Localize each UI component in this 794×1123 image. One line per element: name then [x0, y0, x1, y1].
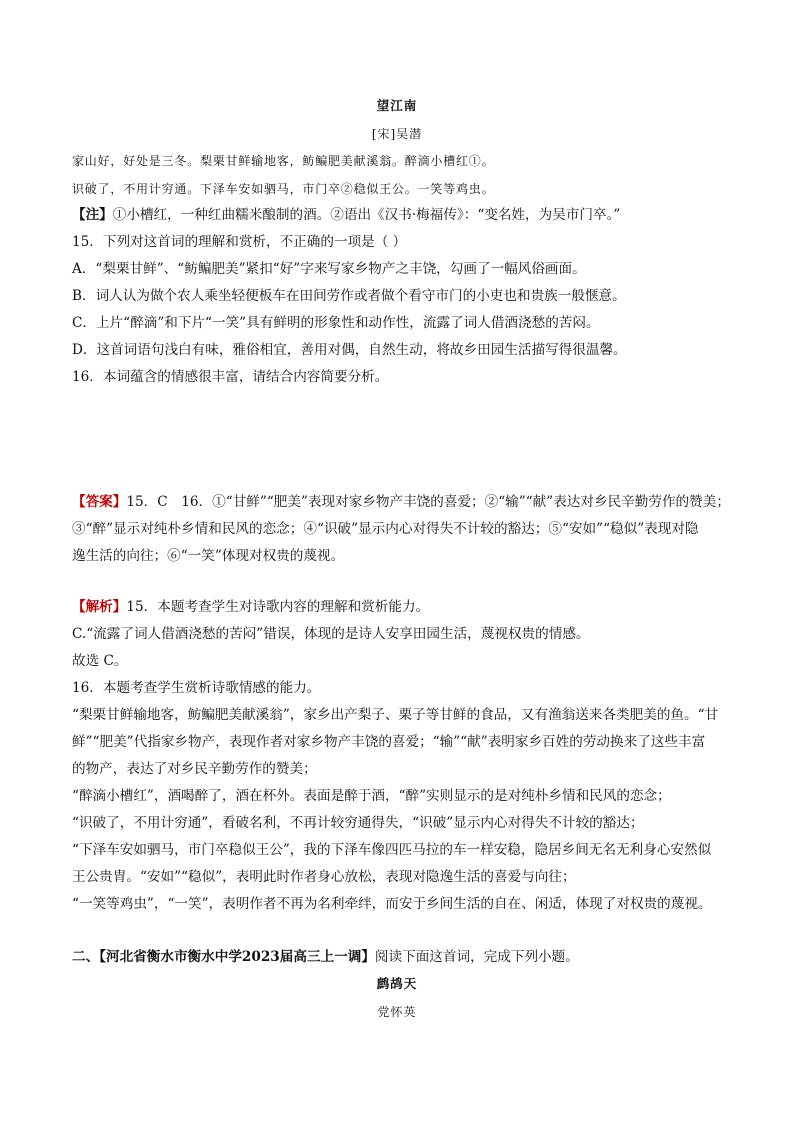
- option-a: A．“梨栗甘鲜”、“鲂鳊肥美”紧扣“好”字来写家乡物产之丰饶，勾画了一幅风俗画面。: [72, 261, 586, 277]
- poem-line: 家山好，好处是三冬。梨栗甘鲜输地客，鲂鳊肥美献溪翁。醉滴小槽红①。: [72, 154, 495, 168]
- section-source: 【河北省衡水市衡水中学2023届高三上一调】: [99, 949, 375, 965]
- section-number: 二、: [72, 949, 100, 965]
- analysis-line: “一笑等鸡虫”，“一笑”，表明作者不再为名利牵绊，而安于乡间生活的自在、闲适，体现了对权贵的蔑视。: [72, 896, 712, 912]
- analysis-line: 王公贵胄。“安如”“稳似”，表明此时作者身心放松，表现对隐逸生活的喜爱与向往；: [72, 869, 576, 885]
- section-instruction: 阅读下面这首词，完成下列小题。: [374, 949, 579, 965]
- question-15-stem: 15．下列对这首词的理解和赏析，不正确的一项是（ ）: [72, 234, 407, 250]
- analysis-line: [72, 597, 429, 617]
- analysis-line: C.“流露了词人借酒浇愁的苦闷”错误，体现的是诗人安享田园生活，蔑视权贵的情感。: [72, 626, 590, 642]
- analysis-label: 【解析】: [72, 599, 127, 615]
- poem-title: 望江南: [376, 98, 418, 113]
- answer-text: 15．C 16．①“甘鲜”“肥美”表现对家乡物产丰饶的喜爱；②“输”“献”表达对乡民辛勤劳作的赞美；: [126, 494, 730, 510]
- poem-author: 党怀英: [377, 1005, 417, 1019]
- answer-label: 【答案】: [72, 494, 127, 510]
- analysis-line: “识破了，不用计穷通”，看破名利，不再计较穷通得失，“识破”显示内心对得失不计较的豁达；: [72, 815, 644, 831]
- answer-line: 逸生活的向往；⑥“一笑”体现对权贵的蔑视。: [72, 548, 345, 564]
- analysis-text: 15．本题考查学生对诗歌内容的理解和赏析能力。: [126, 599, 430, 615]
- analysis-line: “醉滴小槽红”，酒喝醉了，酒在杯外。表面是醉于酒，“醉”实则显示的是对纯朴乡情和民风的恋念；: [72, 788, 671, 804]
- section-2-heading: [72, 947, 579, 967]
- answer-line: [72, 492, 730, 512]
- poem-line: 识破了，不用计穷通。下泽车安如驷马，市门卒②稳似王公。一笑等鸡虫。: [72, 182, 495, 196]
- analysis-line: 的物产，表达了对乡民辛勤劳作的赞美；: [72, 761, 317, 777]
- note-label: 【注】: [72, 207, 113, 223]
- analysis-line: “下泽车安如驷马，市门卒稳似王公”，我的下泽车像四匹马拉的车一样安稳，隐居乡间无名无利身心安然似: [72, 842, 712, 858]
- option-c: C．上片“醉滴”和下片“一笑”具有鲜明的形象性和动作性，流露了词人借酒浇愁的苦闷。: [72, 315, 600, 331]
- analysis-line: 鲜”“肥美”代指家乡物产，表现作者对家乡物产丰饶的喜爱；“输”“献”表明家乡百姓的劳动换来了这些丰富: [72, 734, 706, 750]
- analysis-line: “梨栗甘鲜输地客，鲂鳊肥美献溪翁”，家乡出产梨子、栗子等甘鲜的食品，又有渔翁送来各类肥美的鱼。“甘: [72, 707, 719, 723]
- option-b: B．词人认为做个农人乘坐轻便板车在田间劳作或者做个看守市门的小吏也和贵族一般惬意。: [72, 288, 626, 304]
- option-d: D．这首词语句浅白有味，雅俗相宜，善用对偶，自然生动，将故乡田园生活描写得很温馨。: [72, 342, 627, 358]
- question-16-stem: 16．本词蕴含的情感很丰富，请结合内容简要分析。: [72, 369, 389, 385]
- poem-title: 鹧鸪天: [376, 976, 418, 991]
- analysis-line: 16．本题考查学生赏析诗歌情感的能力。: [72, 680, 321, 696]
- analysis-line: 故选 C。: [72, 653, 128, 669]
- poem-author: [宋]吴潜: [371, 127, 423, 141]
- answer-line: ③“醉”显示对纯朴乡情和民风的恋念；④“识破”显示内心对得失不计较的豁达；⑤“安如”“稳似”表现对隐: [72, 521, 699, 537]
- note: [72, 205, 620, 225]
- note-text: ①小槽红，一种红曲糯米酿制的酒。②语出《汉书·梅福传》：“变名姓，为吴市门卒。”: [112, 207, 621, 223]
